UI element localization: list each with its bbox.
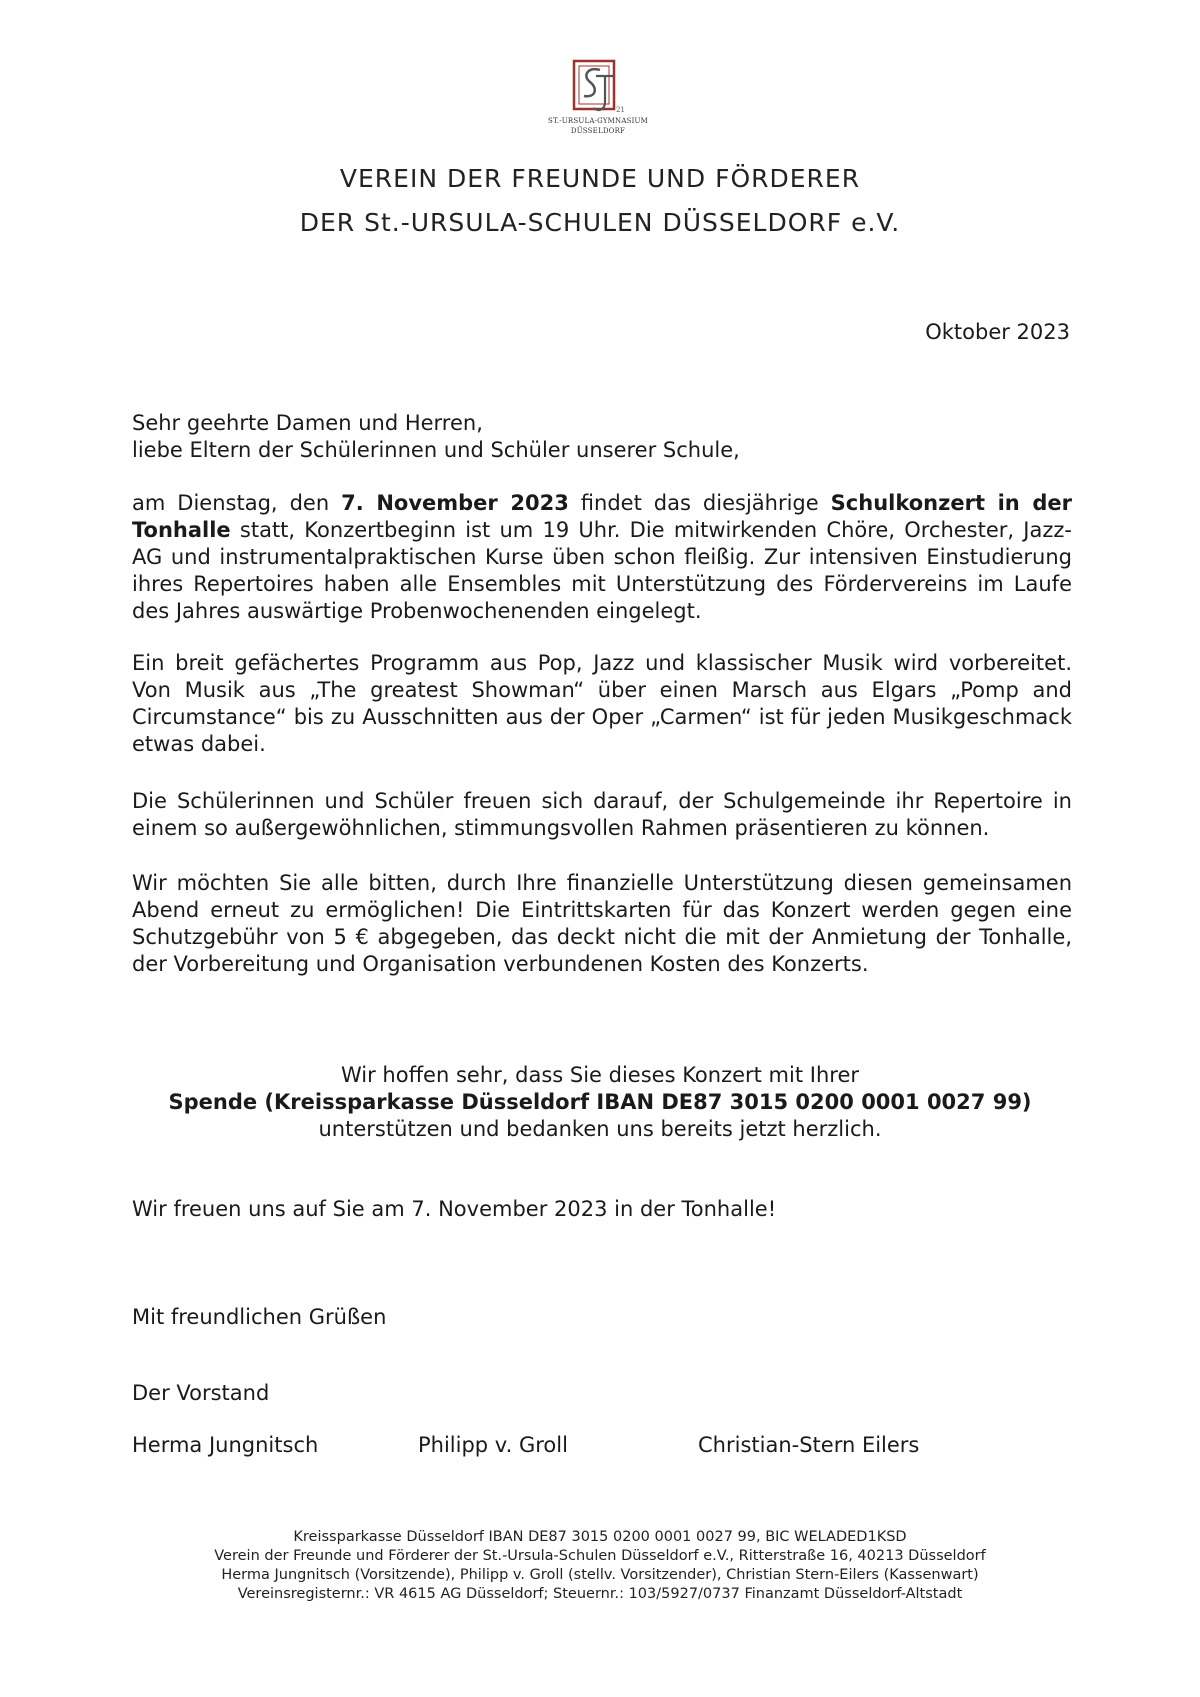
footer-line2: Verein der Freunde und Förderer der St.-Ursula-Schulen Düsseldorf e.V., Ritterstraße 16, 40213 Düsseldorf: [214, 1548, 986, 1564]
org-title-line1: VEREIN DER FREUNDE UND FÖRDERER: [339, 164, 861, 193]
appeal-line1: Wir hoffen sehr, dass Sie dieses Konzert mit Ihrer: [340, 1063, 859, 1087]
signatory-3: Christian-Stern Eilers: [698, 1433, 920, 1457]
p1-text-c: statt, Konzertbeginn ist um 19 Uhr. Die mitwirkenden Chöre, Orchester, Jazz-AG und instrumentalpraktischen Kurse üben schon fleißig. Zur intensiven Einstudierung ihres Repertoires haben alle Ensembles mit Unterstützung des Fördervereins im Laufe des Jahres auswärtige Probenwochenenden eingelegt.: [132, 518, 1072, 623]
p1-date-bold: 7. November 2023: [341, 491, 569, 515]
footer-line1: Kreissparkasse Düsseldorf IBAN DE87 3015 0200 0001 0027 99, BIC WELADED1KSD: [293, 1529, 907, 1545]
footer-line4: Vereinsregisternr.: VR 4615 AG Düsseldorf; Steuernr.: 103/5927/0737 Finanzamt Düsseldorf-Altstadt: [237, 1586, 963, 1602]
paragraph-support-request: Wir möchten Sie alle bitten, durch Ihre finanzielle Unterstützung diesen gemeinsamen Abend erneut zu ermöglichen! Die Eintrittskarten für das Konzert werden gegen eine Schutzgebühr von 5 € abgegeben, das deckt nicht die mit der Anmietung der Tonhalle, der Vorbereitung und Organisation verbundenen Kosten des Konzerts.: [132, 871, 1072, 976]
signatory-1: Herma Jungnitsch: [132, 1433, 319, 1457]
p1-text-b: findet das diesjährige: [568, 491, 831, 515]
logo-caption-line2: DÜSSELDORF: [570, 127, 626, 135]
closing-sentence: Wir freuen uns auf Sie am 7. November 2023 in der Tonhalle!: [132, 1197, 777, 1221]
salutation-line1: Sehr geehrte Damen und Herren,: [132, 411, 483, 435]
regards: Mit freundlichen Grüßen: [132, 1305, 387, 1329]
org-title-line2: DER St.-URSULA-SCHULEN DÜSSELDORF e.V.: [299, 208, 901, 237]
svg-text:21: 21: [616, 106, 625, 114]
appeal-donation-line: Spende (Kreissparkasse Düsseldorf IBAN DE87 3015 0200 0001 0027 99): [168, 1090, 1032, 1114]
logo-caption-line1: ST.-URSULA-GYMNASIUM: [547, 117, 649, 125]
letter-date: Oktober 2023: [925, 320, 1070, 344]
school-crest-icon: [570, 58, 626, 116]
paragraph-program: Ein breit gefächertes Programm aus Pop, Jazz und klassischer Musik wird vorbereitet. Von Musik aus „The greatest Showman“ über einen Marsch aus Elgars „Pomp and Circumstance“ bis zu Ausschnitten aus der Oper „Carmen“ ist für jeden Musikgeschmack etwas dabei.: [132, 651, 1072, 756]
salutation-line2: liebe Eltern der Schülerinnen und Schüler unserer Schule,: [132, 438, 740, 462]
paragraph-students: Die Schülerinnen und Schüler freuen sich darauf, der Schulgemeinde ihr Repertoire in einem so außergewöhnlichen, stimmungsvollen Rahmen präsentieren zu können.: [132, 789, 1072, 840]
footer-line3: Herma Jungnitsch (Vorsitzende), Philipp v. Groll (stellv. Vorsitzender), Christian Stern-Eilers (Kassenwart): [221, 1567, 979, 1583]
appeal-line3: unterstützen und bedanken uns bereits jetzt herzlich.: [318, 1117, 882, 1141]
signatory-2: Philipp v. Groll: [418, 1433, 568, 1457]
p1-event-bold: Schulkonzert in der Tonhalle: [132, 491, 1072, 542]
paragraph-concert-announcement: [132, 490, 1072, 625]
school-logo: [528, 58, 668, 136]
p1-text-a: am Dienstag, den: [132, 491, 342, 515]
board-label: Der Vorstand: [132, 1381, 270, 1405]
